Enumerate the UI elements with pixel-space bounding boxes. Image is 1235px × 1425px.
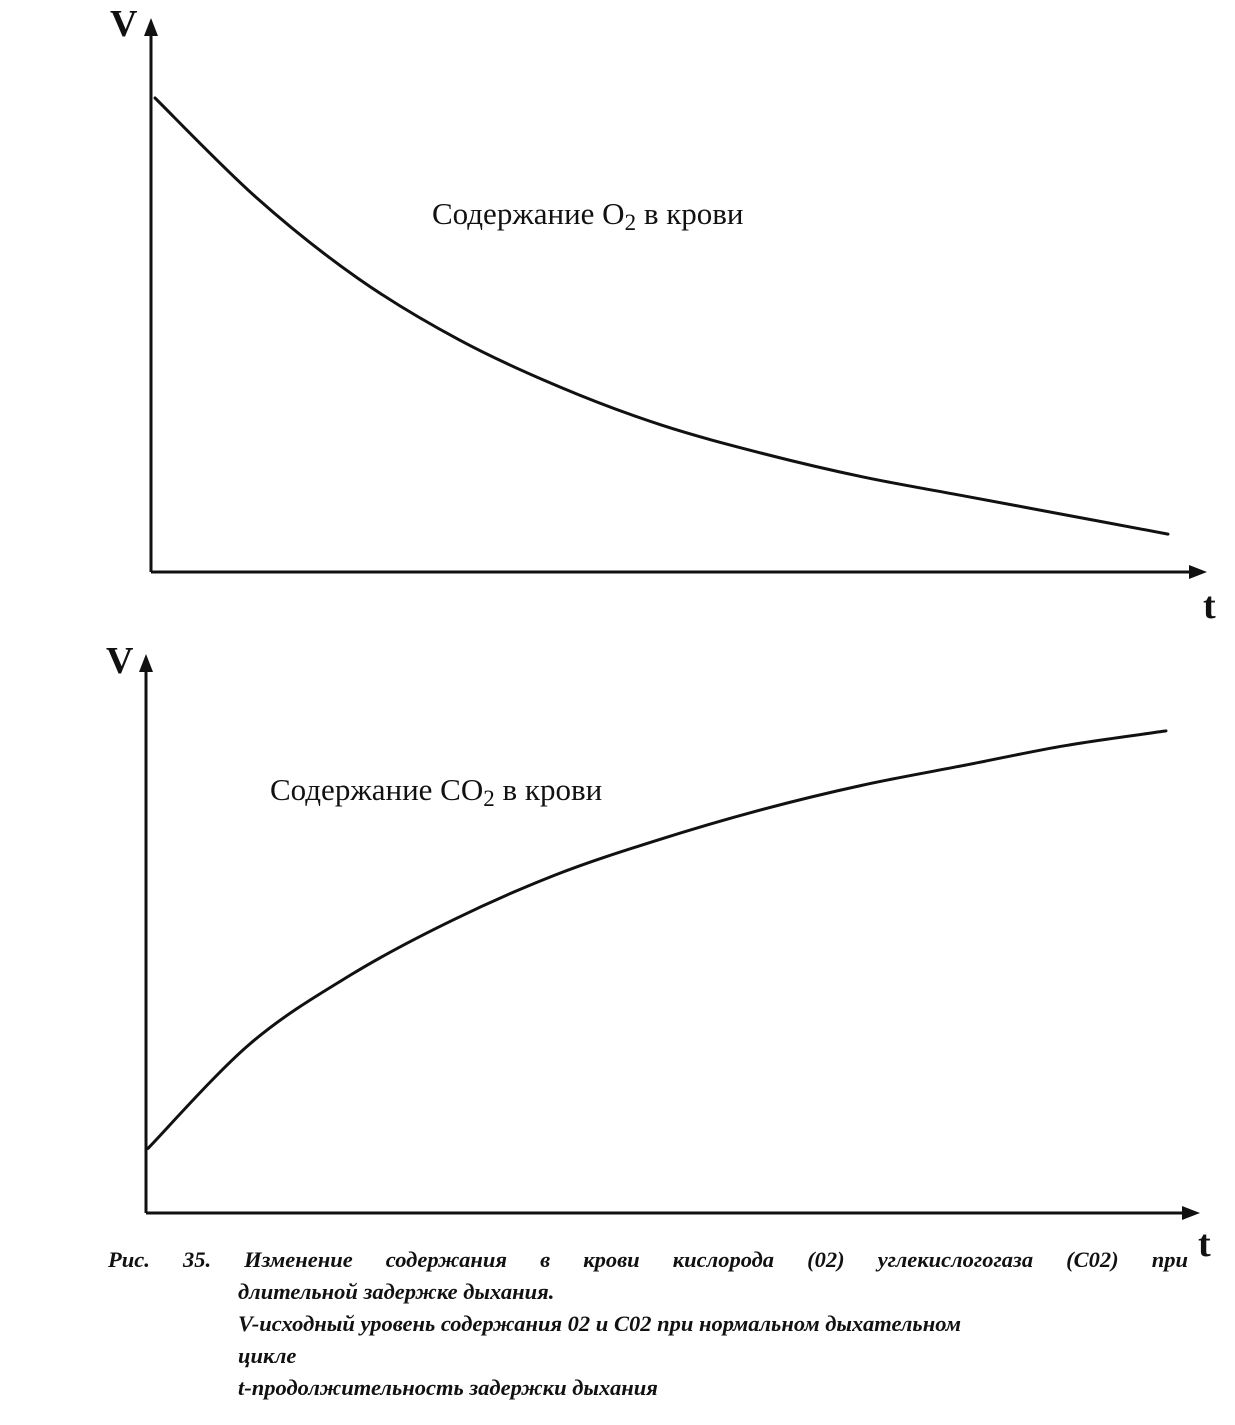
annotation-o2-prefix: Содержание O bbox=[432, 196, 625, 231]
annotation-co2-suffix: в крови bbox=[494, 772, 603, 807]
caption-line-3: V-исходный уровень содержания 02 и С02 при нормальном дыхательном bbox=[238, 1311, 961, 1336]
annotation-co2-subscript: 2 bbox=[483, 786, 495, 812]
annotation-o2-subscript: 2 bbox=[624, 210, 637, 236]
caption-line-2: длительной задержке дыхания. bbox=[238, 1279, 555, 1304]
series-line-o2 bbox=[155, 98, 1168, 534]
annotation-co2-prefix: Содержание CO bbox=[270, 772, 484, 807]
y-axis-label-co2: V bbox=[106, 640, 134, 682]
chart-o2 bbox=[110, 3, 1216, 627]
x-arrow-o2 bbox=[1189, 565, 1207, 579]
caption-line-1: Рис. 35. Изменение содержания в крови кислорода (02) углекислогогаза (С02) при bbox=[108, 1247, 1188, 1272]
y-axis-label-o2: V bbox=[110, 3, 138, 45]
x-axis-label-co2: t bbox=[1198, 1223, 1211, 1265]
figure-caption bbox=[108, 1244, 1188, 1404]
caption-line-4: цикле bbox=[238, 1343, 297, 1368]
annotation-o2-suffix: в крови bbox=[636, 196, 744, 231]
annotation-co2 bbox=[270, 772, 602, 811]
y-arrow-o2 bbox=[144, 18, 158, 36]
caption-line-5: t-продолжительность задержки дыхания bbox=[238, 1375, 658, 1400]
y-arrow-co2 bbox=[139, 654, 153, 672]
x-axis-label-o2: t bbox=[1203, 585, 1216, 627]
chart-co2 bbox=[106, 640, 1211, 1265]
annotation-o2 bbox=[432, 196, 744, 235]
x-arrow-co2 bbox=[1182, 1206, 1200, 1220]
